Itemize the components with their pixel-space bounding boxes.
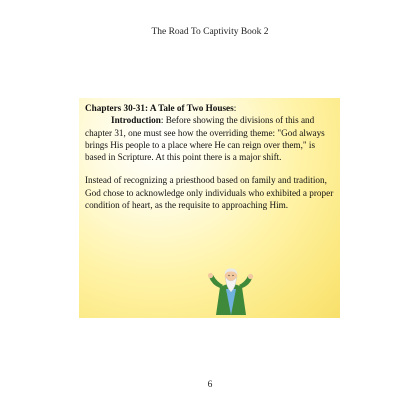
heading-colon: : <box>233 103 237 113</box>
intro-label: Introduction <box>111 115 161 126</box>
second-paragraph: Instead of recognizing a priesthood based on family and tradition, God chose to acknowledge only individuals who exhibited a proper condition of heart, as the requisite to approaching Him. <box>85 175 334 211</box>
slide-text <box>85 102 335 211</box>
heading-title: Chapters 30-31: A Tale of Two Houses <box>85 103 234 113</box>
page-number: 6 <box>207 380 213 390</box>
slide-panel <box>79 98 340 318</box>
book-title: The Road To Captivity Book 2 <box>151 27 269 37</box>
intro-text: : Before showing the divisions of this and chapter 31, one must see how the overriding theme: "God always brings His people to a place where He can reign over them," is based in Scripture. At this point there is a major shift. <box>85 115 325 163</box>
prophet-figure-icon <box>206 265 256 315</box>
intro-paragraph <box>85 114 335 163</box>
slide-heading <box>85 102 335 114</box>
